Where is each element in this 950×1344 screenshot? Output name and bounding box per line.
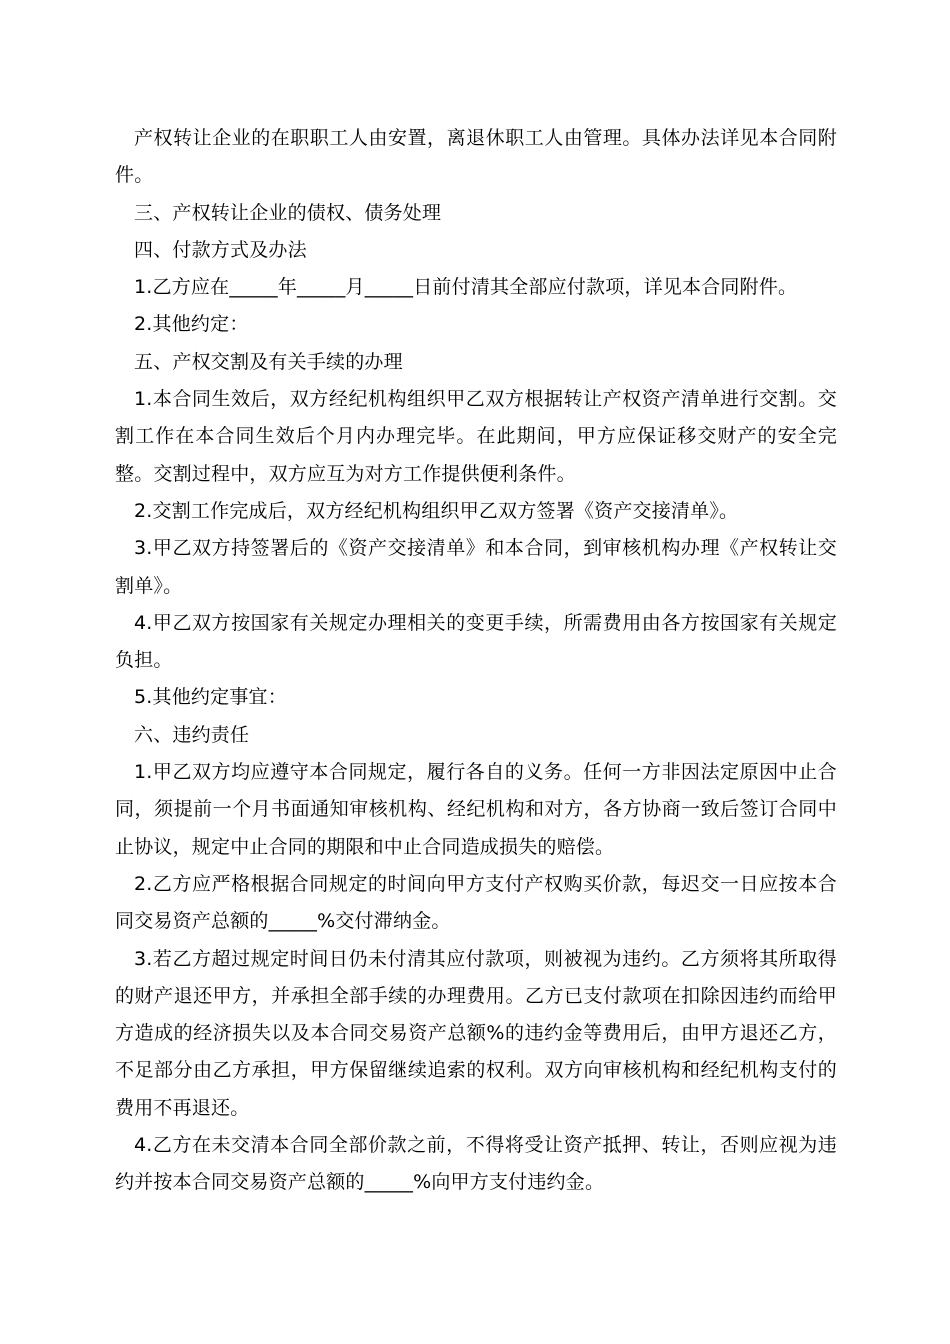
- paragraph-handover-3: 3.甲乙双方持签署后的《资产交接清单》和本合同，到审核机构办理《产权转让交割单》。: [115, 537, 837, 597]
- paragraph-liability-4: 4.乙方在未交清本合同全部价款之前，不得将受让资产抵押、转让，否则应视为违约并按本合同交易资产总额的_____%向甲方支付违约金。: [115, 1134, 837, 1194]
- section-heading-handover: 五、产权交割及有关手续的办理: [134, 350, 403, 373]
- paragraph-liability-3: 3.若乙方超过规定时间日仍未付清其应付款项，则被视为违约。乙方须将其所取得的财产退还甲方，并承担全部手续的办理费用。乙方已支付款项在扣除因违约而给甲方造成的经济损失以及本合同交易资产总额%的违约金等费用后，由甲方退还乙方，不足部分由乙方承担，甲方保留继续追索的权利。双方向审核机构和经纪机构支付的费用不再退还。: [115, 947, 837, 1119]
- paragraph-handover-4: 4.甲乙双方按国家有关规定办理相关的变更手续，所需费用由各方按国家有关规定负担。: [115, 611, 837, 672]
- paragraph-handover-1: 1.本合同生效后，双方经纪机构组织甲乙双方根据转让产权资产清单进行交割。交割工作在本合同生效后个月内办理完毕。在此期间，甲方应保证移交财产的安全完整。交割过程中，双方应互为对方工作提供便利条件。: [115, 388, 837, 485]
- paragraph-liability-2: 2.乙方应严格根据合同规定的时间向甲方支付产权购买价款，每迟交一日应按本合同交易资产总额的_____%交付滞纳金。: [115, 872, 837, 933]
- document-body: [115, 120, 837, 1202]
- paragraph-liability-1: 1.甲乙双方均应遵守本合同规定，履行各自的义务。任何一方非因法定原因中止合同，须提前一个月书面通知审核机构、经纪机构和对方，各方协商一致后签订合同中止协议，规定中止合同的期限和中止合同造成损失的赔偿。: [115, 761, 837, 858]
- paragraph-handover-5: 5.其他约定事宜：: [134, 686, 287, 709]
- section-heading-payment: 四、付款方式及办法: [134, 238, 307, 261]
- paragraph-staff-arrangement: 产权转让企业的在职职工人由安置，离退休职工人由管理。具体办法详见本合同附件。: [115, 127, 837, 187]
- paragraph-payment-other: 2.其他约定：: [134, 313, 249, 336]
- section-heading-liability: 六、违约责任: [134, 723, 250, 746]
- section-heading-debts: 三、产权转让企业的债权、债务处理: [134, 201, 442, 224]
- paragraph-handover-2: 2.交割工作完成后，双方经纪机构组织甲乙双方签署《资产交接清单》。: [134, 499, 739, 522]
- paragraph-payment-deadline: 1.乙方应在_____年_____月_____日前付清其全部应付款项，详见本合同附件。: [134, 276, 798, 299]
